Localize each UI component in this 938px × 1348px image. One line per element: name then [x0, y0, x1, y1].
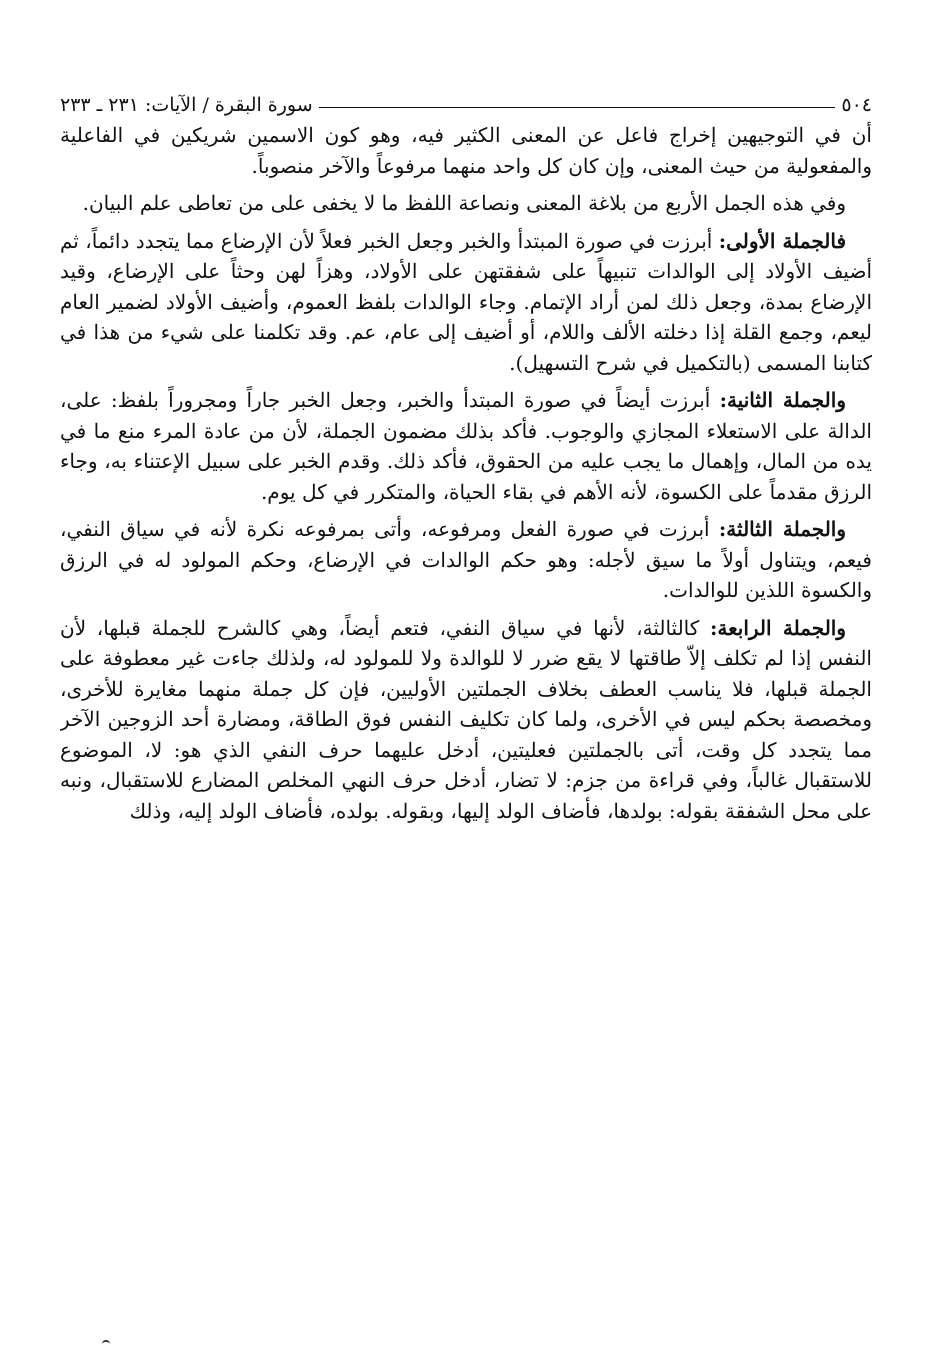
paragraph-lead: والجملة الثالثة: [718, 517, 847, 541]
paragraph-lead: فالجملة الأولى: [718, 228, 847, 253]
paragraph-third-sentence [60, 514, 872, 606]
body-text [60, 120, 872, 826]
paragraph-second-sentence [60, 385, 872, 507]
paragraph-text: أبرزت في صورة الفعل ومرفوعه، وأتى بمرفوعه نكرة لأنه في سياق النفي، فيعم، ويتناول أولاً ما سيق لأجله: وهو حكم الوالدات في الإرضاع، وحكم المولود له في الرزق والكسوة اللذين للوالدات. [60, 517, 872, 602]
paragraph-lead: والجملة الثانية: [719, 388, 846, 412]
paragraph-continuation [60, 120, 872, 181]
paragraph-text: كالثالثة، لأنها في سياق النفي، فتعم أيضاً، وهي كالشرح للجملة قبلها، لأن النفس إذا لم تكلف إلاّ طاقتها لا يقع ضرر لا للوالدة ولا للمولود له، ولذلك جاءت غير معطوفة على الجملة قبلها، فلا يناسب العطف بخلاف الجملتين الأوليين، فإن كل جملة منهما مغايرة للأخرى، ومخصصة بحكم ليس في الأخرى، ولما كان تكليف النفس فوق الطاقة، ومضارة أحد الزوجين الآخر مما يتجدد كل وقت، أتى بالجملتين فعليتين، أدخل عليهما حرف النفي الذي هو: لا، الموضوع للاستقبال غالباً، وفي قراءة من جزم: لا تضار، أدخل حرف النهي المخلص المضارع للاستقبال، ونبه على محل الشفقة بقوله: بولدها، فأضاف الولد إليها، وبقوله. بولده، فأضاف الولد إليه، وذلك [60, 615, 872, 823]
paragraph-first-sentence [60, 226, 872, 379]
paragraph-text: أن في التوجيهين إخراج فاعل عن المعنى الكثير فيه، وهو كون الاسمين شريكين في الفاعلية والمفعولية من حيث المعنى، وإن كان كل واحد منهما مرفوعاً والآخر منصوباً. [60, 123, 872, 178]
paragraph-text: أبرزت أيضاً في صورة المبتدأ والخبر، وجعل الخبر جاراً ومجروراً بلفظ: على، الدالة على الاستعلاء المجازي والوجوب. فأكد بذلك مضمون الجملة، لأن من عادة المرء منع ما في يده من المال، وإهمال ما يجب عليه من الحقوق، فأكد ذلك. وقدم الخبر على سبيل الإعتناء به، وجاء الرزق مقدماً على الكسوة، لأنه الأهم في بقاء الحياة، والمتكرر في كل يوم. [60, 388, 872, 504]
surah-title: سورة البقرة / الآيات: ٢٣١ ـ ٢٣٣ [60, 94, 313, 116]
page-number: ٥٠٤ [841, 94, 872, 116]
header-rule [319, 107, 836, 108]
book-page [60, 80, 872, 1320]
paragraph-intro [60, 188, 872, 219]
paragraph-fourth-sentence [60, 613, 872, 827]
paragraph-text: وفي هذه الجمل الأربع من بلاغة المعنى ونصاعة اللفظ ما لا يخفى على من تعاطى علم البيان. [82, 191, 846, 215]
footer-mark [102, 1340, 110, 1346]
running-header [60, 80, 872, 116]
paragraph-text: أبرزت في صورة المبتدأ والخبر وجعل الخبر فعلاً لأن الإرضاع مما يتجدد دائماً، ثم أضيف الأولاد إلى الوالدات تنبيهاً على شفقتهن على الأولاد، وهزاً لهن وحثاً على الإرضاع، وقيد الإرضاع بمدة، وجعل ذلك لمن أراد الإتمام. وجاء الوالدات بلفظ العموم، وأضيف الأولاد لضمير العام ليعم، وجمع القلة إذا دخلته الألف واللام، أو أضيف إلى عام، عم. وقد تكلمنا على شيء من هذا في كتابنا المسمى (بالتكميل في شرح التسهيل). [60, 228, 872, 375]
paragraph-lead: والجملة الرابعة: [710, 615, 847, 640]
